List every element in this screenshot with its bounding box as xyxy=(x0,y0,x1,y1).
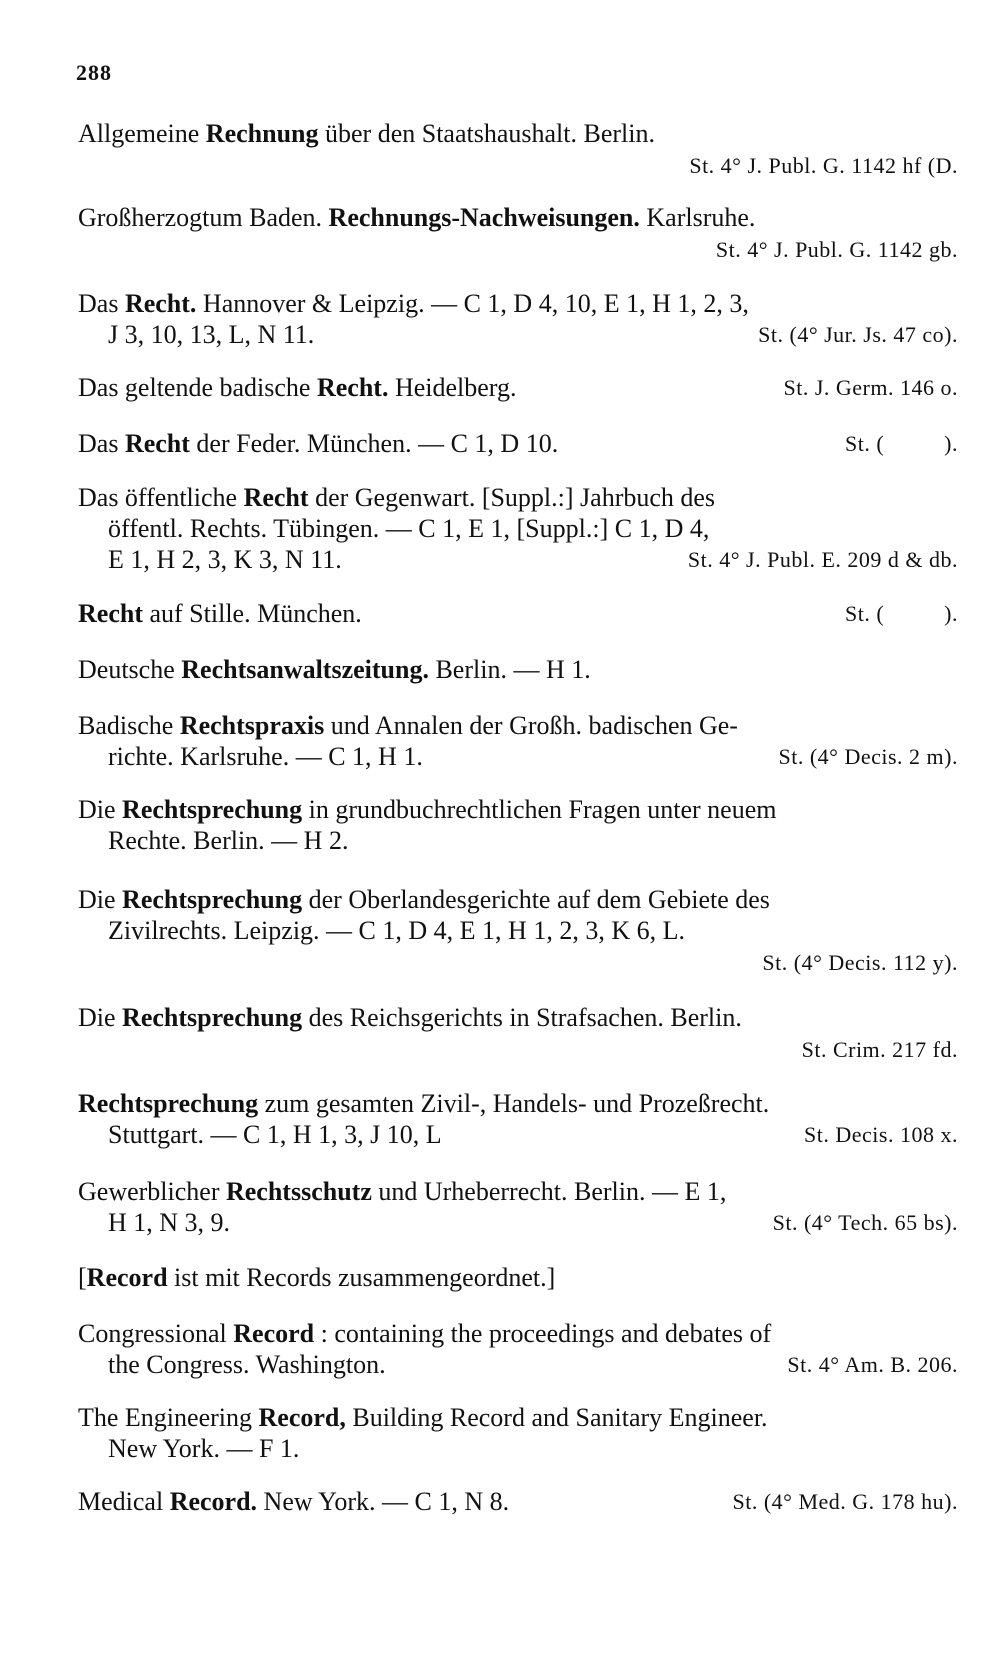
entry-text: zum gesamten Zivil-, Handels- und Prozeßrecht. xyxy=(258,1089,770,1118)
catalog-entry xyxy=(78,1176,958,1238)
catalog-entry xyxy=(78,372,958,403)
entry-title-line xyxy=(78,654,958,685)
entry-text: Großherzogtum Baden. xyxy=(78,203,329,232)
entry-title-line xyxy=(78,202,958,233)
shelf-signature: St. Crim. 217 fd. xyxy=(801,1037,958,1062)
shelf-signature: St. Decis. 108 x. xyxy=(804,1122,958,1147)
entry-title-line xyxy=(78,1088,958,1119)
catalog-entry xyxy=(78,710,958,772)
entry-continuation-line xyxy=(78,741,958,772)
entry-title-line xyxy=(78,372,958,403)
entry-continuation-line xyxy=(78,1119,958,1150)
entry-text: Deutsche xyxy=(78,655,182,684)
shelf-signature: St. (4° Tech. 65 bs). xyxy=(772,1210,958,1235)
entry-title-line xyxy=(78,794,958,825)
shelf-signature: St. 4° J. Publ. G. 1142 hf (D. xyxy=(689,153,958,178)
shelf-signature: St. (4° Decis. 2 m). xyxy=(778,744,958,769)
catalog-entry xyxy=(78,118,958,181)
entry-keyword: Recht xyxy=(243,483,309,512)
entry-continuation-line xyxy=(78,513,958,544)
entry-text: Berlin. — H 1. xyxy=(428,655,591,684)
entry-title-line xyxy=(78,1318,958,1349)
entry-keyword: Record xyxy=(86,1263,168,1292)
entry-continuation-line xyxy=(78,915,958,946)
entry-keyword: Rechtsanwaltszeitung. xyxy=(181,655,429,684)
entry-text: der Gegenwart. [Suppl.:] Jahrbuch des xyxy=(308,483,716,512)
entry-text: Allgemeine xyxy=(78,119,206,148)
catalog-entry xyxy=(78,428,958,459)
entry-text: und Annalen der Großh. badischen Ge- xyxy=(324,711,738,740)
entry-signature-line xyxy=(78,1033,958,1065)
entry-keyword: Rechtsschutz xyxy=(225,1177,372,1206)
entry-keyword: Rechtsprechung xyxy=(122,885,303,914)
catalog-entry xyxy=(78,482,958,575)
entry-holdings: Zivilrechts. Leipzig. — C 1, D 4, E 1, H 1, 2, 3, K 6, L. xyxy=(108,916,685,945)
catalog-entry xyxy=(78,654,958,685)
entry-holdings: E 1, H 2, 3, K 3, N 11. xyxy=(108,545,342,574)
catalog-entry xyxy=(78,1486,958,1517)
catalog-entry xyxy=(78,1318,958,1380)
shelf-signature: St. 4° J. Publ. G. 1142 gb. xyxy=(715,237,958,262)
entry-text: : containing the proceedings and debates of xyxy=(314,1319,772,1348)
entry-keyword: Rechnung xyxy=(205,119,319,148)
entry-continuation-line xyxy=(78,319,958,350)
entry-text: und Urheberrecht. Berlin. — E 1, xyxy=(371,1177,727,1206)
entry-text: The Engineering xyxy=(78,1403,259,1432)
entry-holdings: J 3, 10, 13, L, N 11. xyxy=(108,320,315,349)
entry-holdings: New York. — F 1. xyxy=(108,1434,300,1463)
catalog-entry xyxy=(78,288,958,350)
entry-keyword: Recht xyxy=(78,599,143,628)
entry-text: Das geltende badische xyxy=(78,373,317,402)
entry-title-line xyxy=(78,1486,958,1517)
catalog-entry xyxy=(78,1088,958,1150)
entry-holdings: richte. Karlsruhe. — C 1, H 1. xyxy=(108,742,423,771)
entry-title-line xyxy=(78,482,958,513)
entry-text: Congressional xyxy=(78,1319,234,1348)
entry-title-line xyxy=(78,884,958,915)
entry-text: Gewerblicher xyxy=(78,1177,226,1206)
entry-text: Das öffentliche xyxy=(78,483,244,512)
entry-keyword: Recht. xyxy=(316,373,389,402)
entry-holdings: Rechte. Berlin. — H 2. xyxy=(108,826,349,855)
entry-keyword: Record, xyxy=(258,1403,346,1432)
entry-keyword: Rechnungs-Nachweisungen. xyxy=(328,203,640,232)
entry-text: der Feder. München. — C 1, D 10. xyxy=(189,429,559,458)
entry-holdings: the Congress. Washington. xyxy=(108,1350,386,1379)
entry-text: [ xyxy=(78,1263,87,1292)
catalog-entry xyxy=(78,884,958,978)
catalog-entry xyxy=(78,202,958,265)
catalog-entry xyxy=(78,794,958,856)
entry-holdings: H 1, N 3, 9. xyxy=(108,1208,231,1237)
entry-text: ist mit Records zusammengeordnet.] xyxy=(167,1263,556,1292)
entry-title-line xyxy=(78,118,958,149)
shelf-signature: St. 4° Am. B. 206. xyxy=(787,1352,958,1377)
shelf-signature: St. ( ). xyxy=(845,601,958,626)
shelf-signature: St. (4° Decis. 112 y). xyxy=(762,950,958,975)
shelf-signature: St. 4° J. Publ. E. 209 d & db. xyxy=(687,547,958,572)
entry-signature-line xyxy=(78,233,958,265)
shelf-signature: St. ( ). xyxy=(845,431,958,456)
entry-signature-line xyxy=(78,149,958,181)
entry-text: Hannover & Leipzig. — C 1, D 4, 10, E 1, H 1, 2, 3, xyxy=(196,289,749,318)
entry-title-line xyxy=(78,598,958,629)
entry-title-line xyxy=(78,1176,958,1207)
entry-holdings: öffentl. Rechts. Tübingen. — C 1, E 1, [Suppl.:] C 1, D 4, xyxy=(108,514,710,543)
entry-text: der Oberlandesgerichte auf dem Gebiete des xyxy=(302,885,770,914)
entry-keyword: Rechtspraxis xyxy=(179,711,325,740)
entry-keyword: Rechtsprechung xyxy=(122,1003,303,1032)
entry-text: Das xyxy=(78,429,125,458)
entry-text: New York. — C 1, N 8. xyxy=(257,1487,510,1516)
catalog-entry xyxy=(78,1002,958,1065)
shelf-signature: St. (4° Med. G. 178 hu). xyxy=(732,1489,958,1514)
entry-continuation-line xyxy=(78,825,958,856)
entry-keyword: Recht xyxy=(124,429,190,458)
entry-title-line xyxy=(78,1402,958,1433)
entry-continuation-line xyxy=(78,1433,958,1464)
entry-text: Building Record and Sanitary Engineer. xyxy=(345,1403,768,1432)
shelf-signature: St. J. Germ. 146 o. xyxy=(783,375,958,400)
entry-text: in grundbuchrechtlichen Fragen unter neuem xyxy=(302,795,777,824)
catalog-entry xyxy=(78,598,958,629)
entry-title-line xyxy=(78,428,958,459)
entry-keyword: Record. xyxy=(169,1487,258,1516)
shelf-signature: St. (4° Jur. Js. 47 co). xyxy=(758,322,958,347)
entry-text: Heidelberg. xyxy=(388,373,517,402)
entry-keyword: Rechtsprechung xyxy=(78,1089,259,1118)
entry-text: über den Staatshaushalt. Berlin. xyxy=(318,119,655,148)
entry-text: Das xyxy=(78,289,125,318)
entry-title-line xyxy=(78,1002,958,1033)
entry-text: Die xyxy=(78,1003,123,1032)
entry-holdings: Stuttgart. — C 1, H 1, 3, J 10, L xyxy=(108,1120,442,1149)
entry-keyword: Rechtsprechung xyxy=(122,795,303,824)
page-number: 288 xyxy=(76,60,112,85)
entry-text: Karlsruhe. xyxy=(639,203,756,232)
entry-title-line xyxy=(78,710,958,741)
entry-text: Die xyxy=(78,885,123,914)
entry-text: Die xyxy=(78,795,123,824)
entry-title-line xyxy=(78,1262,958,1293)
entry-text: auf Stille. München. xyxy=(142,599,362,628)
entry-text: Medical xyxy=(78,1487,170,1516)
entry-continuation-line xyxy=(78,1207,958,1238)
entry-continuation-line xyxy=(78,544,958,575)
catalog-entry xyxy=(78,1262,958,1293)
entry-signature-line xyxy=(78,946,958,978)
entry-keyword: Record xyxy=(233,1319,315,1348)
entry-text: des Reichsgerichts in Strafsachen. Berlin. xyxy=(302,1003,742,1032)
entry-text: Badische xyxy=(78,711,180,740)
entry-keyword: Recht. xyxy=(124,289,197,318)
catalog-entry xyxy=(78,1402,958,1464)
entry-continuation-line xyxy=(78,1349,958,1380)
entry-title-line xyxy=(78,288,958,319)
